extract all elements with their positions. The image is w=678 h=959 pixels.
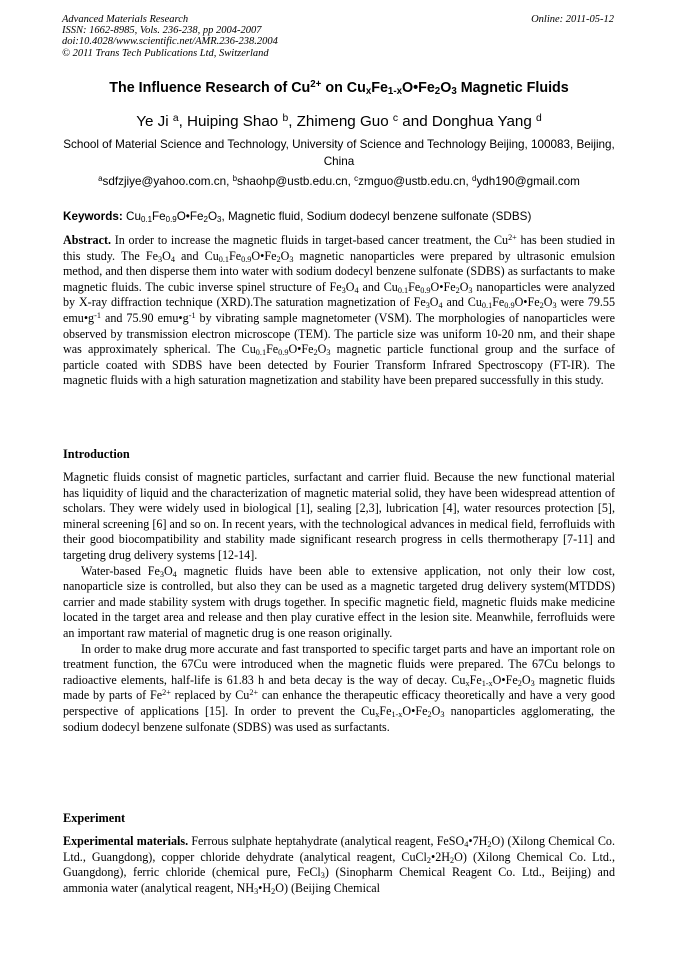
intro-paragraph-3: In order to make drug more accurate and fast transported to specific target parts and have an important role on treatment function, the 67Cu were introduced when the magnetic fluids were prepared. The 67Cu belongs to radioactive elements, half-life is 61.83 h and beta decay is the way of decay. $Cu_xFe_{1-x}O•Fe_2O_3$ magnetic fluids made by parts of $Fe^{2+}$ replaced by $Cu^{2+}$ can enhance the therapeutic efficacy theoretically and have a very good perspective of applications [15]. In order to prevent the $Cu_xFe_{1-x}O•Fe_2O_3$ nanoparticles agglomerating, the sodium dodecyl benzene sulfonate (SDBS) was used as surfactants. [63,641,616,734]
keywords: Keywords: $Cu_{0.1}Fe_{0.9}O•Fe_2O_3$, Magnetic fluid, Sodium dodecyl benzene sulfonate (SDBS) [63,210,532,224]
affiliation: School of Material Science and Technology, University of Science and Technology Beijing, 100083, Beijing, China [63,138,615,168]
journal-name: Advanced Materials Research [62,14,189,25]
experiment-heading: Experiment [63,811,126,825]
intro-paragraph-2: Water-based $Fe_3O_4$ magnetic fluids have been able to extensive application, not only their low cost, nanoparticle size is controlled, but also they can be used as a magnetic targeted drug delivery system(MTDDS) carrier and made stability system with drugs together. In specific magnetic field, magnetic fluids make medicine located in the target area and release and then play curative effect in the lesion site. Meanwhile, ferrofluids were an important raw material of magnetic drug is one reason originally. [63,563,615,640]
copyright-line: © 2011 Trans Tech Publications Ltd, Switzerland [62,47,269,59]
author-list: Ye Ji $^a$, Huiping Shao $^b$, Zhimeng Guo $^c$ and Donghua Yang $^d$ [136,112,542,130]
paper-title: The Influence Research of $Cu^{2+}$ on $Cu_xFe_{1-x}O•Fe_2O_3$ Magnetic Fluids [109,79,569,98]
abstract: Abstract. In order to increase the magnetic fluids in target-based cancer treatment, the $Cu^{2+}$ has been studied in this study. The $Fe_3O_4$ and $Cu_{0.1}Fe_{0.9}O•Fe_2O_3$ magnetic nanoparticles were prepared by ultrasonic emulsion method, and then disperse them into water with sodium dodecyl benzene sulfonate (SDBS) as surfactants to make magnetic fluids. The cubic inverse spinel structure of $Fe_3O_4$ and $Cu_{0.1}Fe_{0.9}O•Fe_2O_3$ nanoparticles were analyzed by X-ray diffraction technique (XRD).The saturation magnetization of $Fe_3O_4$ and $Cu_{0.1}Fe_{0.9}O•Fe_2O_3$ were 79.55 $emu•g^{-1}$ and 75.90 $emu•g^{-1}$ by vibrating sample magnetometer (VSM). The morphologies of nanoparticles were observed by transmission electron microscope (TEM). The particle size was uniform 10-20 nm, and their shape was approximately spherical. The $Cu_{0.1}Fe_{0.9}O•Fe_2O_3$ magnetic particle functional group and the surface of particle coated with SDBS have been detected by Fourier Transform Infrared Spectroscopy (FT-IR). The magnetic fluids with a high saturation magnetization and stability have been prepared successfully in this study. [63,232,615,388]
abstract-label: Abstract. [63,233,112,247]
journal-header [62,14,278,59]
doi-line: doi:10.4028/www.scientific.net/AMR.236-238.2004 [62,36,278,48]
introduction-body [63,470,615,735]
intro-paragraph-1: Magnetic fluids consist of magnetic particles, surfactant and carrier fluid. Because the new functional material has liquidity of liquid and the characterization of magnetic material solid, they have been widespread attention of scholars. They were widely used in biological [1], sealing [2,3], lubrication [4], water resources protection [5], mineral screening [6] and so on. In recent years, with the technological advances in medical field, ferrofluids with their good biocompatibility and stability made significant research progress in cells thermotherapy [7-11] and targeting drug delivery systems [12-14]. [63,470,615,562]
introduction-heading: Introduction [63,447,130,461]
issn-line: ISSN: 1662-8985, Vols. 236-238, pp 2004-2007 [62,25,262,37]
keywords-label: Keywords: [63,210,123,223]
author-emails: $^a$sdfzjiye@yahoo.com.cn, $^b$shaohp@ustb.edu.cn, $^c$zmguo@ustb.edu.cn, $^d$ydh190@gmail.com [98,174,580,188]
experiment-body: Experimental materials. Ferrous sulphate heptahydrate (analytical reagent, $FeSO_4•7H_2O$) (Xilong Chemical Co. Ltd., Guangdong), copper chloride dehydrate (analytical reagent, $CuCl_2•2H_2O$) (Xilong Chemical Co. Ltd., Guangdong), ferric chloride (chemical pure, FeCl$_3$) (Sinopharm Chemical Reagent Co. Ltd., Beijing) and ammonia water (analytical reagent, $NH_3•H_2O$) (Beijing Chemical [63,834,615,896]
online-date: Online: 2011-05-12 [531,14,614,25]
experimental-materials-label: Experimental materials. [63,834,189,848]
